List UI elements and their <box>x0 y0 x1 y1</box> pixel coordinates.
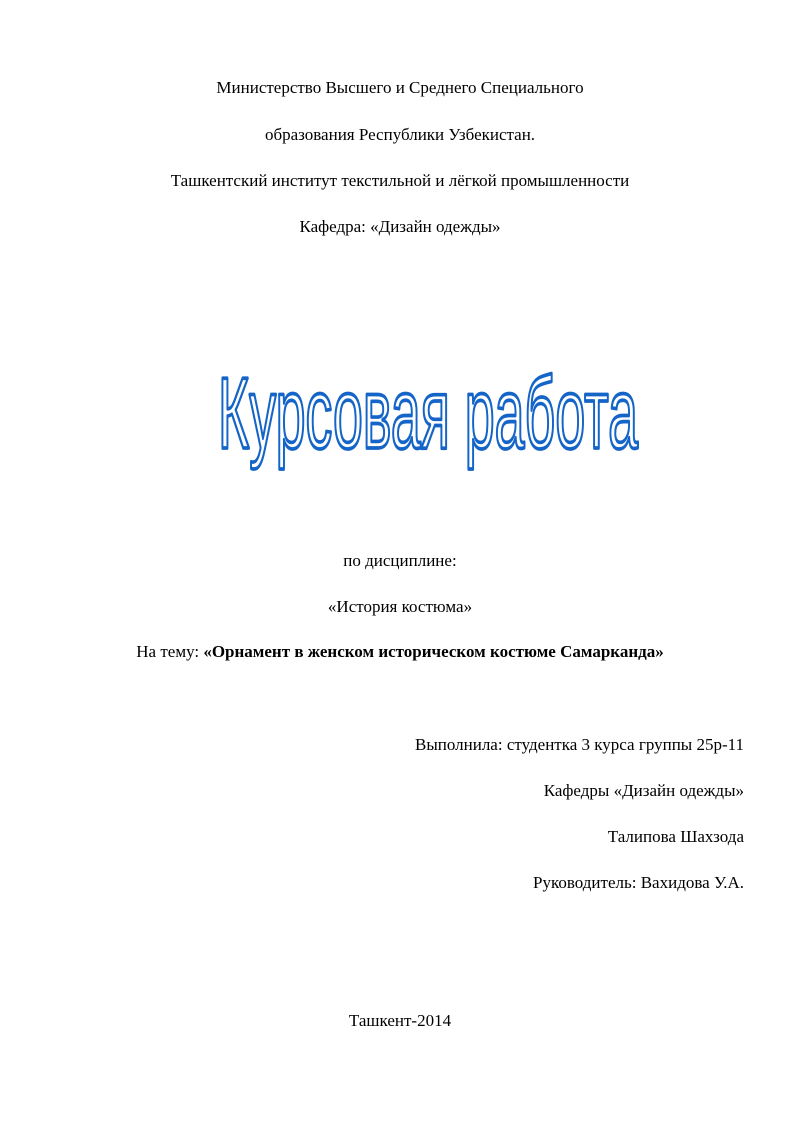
performed-by-line: Выполнила: студентка 3 курса группы 25р-11 <box>415 735 744 754</box>
discipline-label: по дисциплине: <box>343 551 457 570</box>
wordart-title-text: Курсовая работа <box>218 357 639 471</box>
topic-prefix: На тему: <box>136 642 204 661</box>
ministry-line-1: Министерство Высшего и Среднего Специального <box>216 78 584 97</box>
wordart-title <box>0 356 800 496</box>
supervisor-line: Руководитель: Вахидова У.А. <box>533 873 744 892</box>
topic-line <box>0 642 800 662</box>
author-department-line: Кафедры «Дизайн одежды» <box>543 781 744 800</box>
ministry-line-2: образования Республики Узбекистан. <box>264 125 536 144</box>
city-year: Ташкент-2014 <box>348 1011 452 1030</box>
wordart-title-svg <box>0 356 800 496</box>
topic-name: «Орнамент в женском историческом костюме Самарканда» <box>203 642 664 661</box>
author-name: Талипова Шахзода <box>607 827 744 846</box>
institute-name: Ташкентский институт текстильной и лёгкой промышленности <box>170 171 630 190</box>
department-line: Кафедра: «Дизайн одежды» <box>299 217 501 236</box>
discipline-name: «История костюма» <box>327 597 473 616</box>
